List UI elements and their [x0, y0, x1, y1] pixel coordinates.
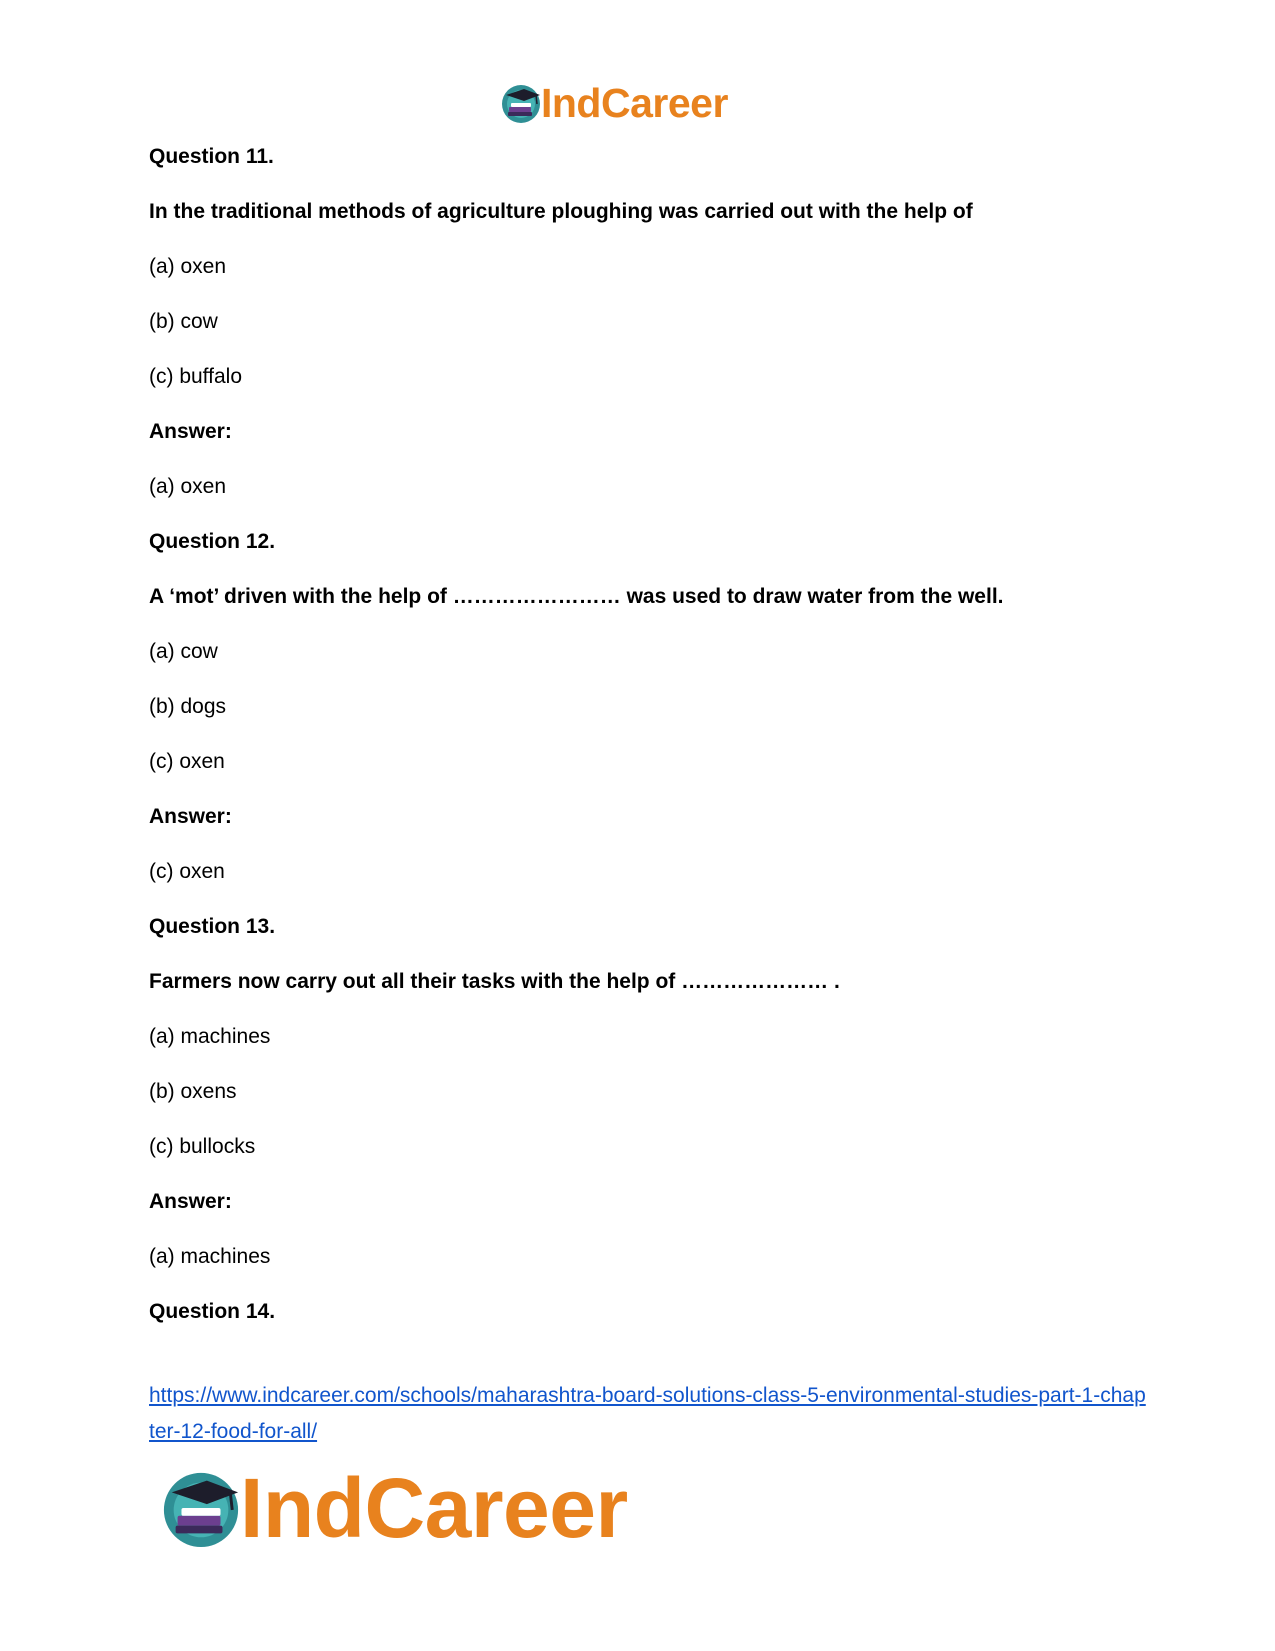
question-number: Question 13. [149, 915, 276, 938]
option-text: (a) cow [149, 640, 218, 663]
header-logo [500, 78, 770, 128]
question-text: In the traditional methods of agriculture ploughing was carried out with the help of [149, 200, 973, 223]
option-text: (b) dogs [149, 695, 227, 718]
option-text: (c) bullocks [149, 1135, 256, 1158]
option-text: (c) oxen [149, 860, 225, 883]
answer-label: Answer: [149, 805, 232, 828]
question-text: Farmers now carry out all their tasks with the help of ………………… . [149, 970, 840, 993]
option-text: (a) machines [149, 1025, 271, 1048]
graduation-cap-books-icon [160, 1467, 242, 1549]
source-link[interactable]: https://www.indcareer.com/schools/maharashtra-board-solutions-class-5-environmental-studies-part-1-chapter-12-food-for-all/ [149, 1384, 1146, 1443]
answer-label: Answer: [149, 1190, 232, 1213]
question-list [149, 144, 1149, 1354]
answer-label: Answer: [149, 420, 232, 443]
graduation-cap-books-icon [500, 82, 542, 124]
header-logo-text: IndCareer [541, 79, 728, 126]
question-text: A ‘mot’ driven with the help of …………………… was used to draw water from the well. [149, 585, 1004, 608]
question-number: Question 11. [149, 145, 274, 168]
option-text: (a) machines [149, 1245, 271, 1268]
option-text: (a) oxen [149, 255, 227, 278]
footer-logo-text: IndCareer [240, 1461, 628, 1555]
question-number: Question 12. [149, 530, 276, 553]
option-text: (b) oxens [149, 1080, 237, 1103]
option-text: (b) cow [149, 310, 218, 333]
option-text: (c) buffalo [149, 365, 242, 388]
footer-logo [160, 1458, 700, 1558]
option-text: (c) oxen [149, 750, 225, 773]
question-number: Question 14. [149, 1300, 276, 1323]
option-text: (a) oxen [149, 475, 227, 498]
